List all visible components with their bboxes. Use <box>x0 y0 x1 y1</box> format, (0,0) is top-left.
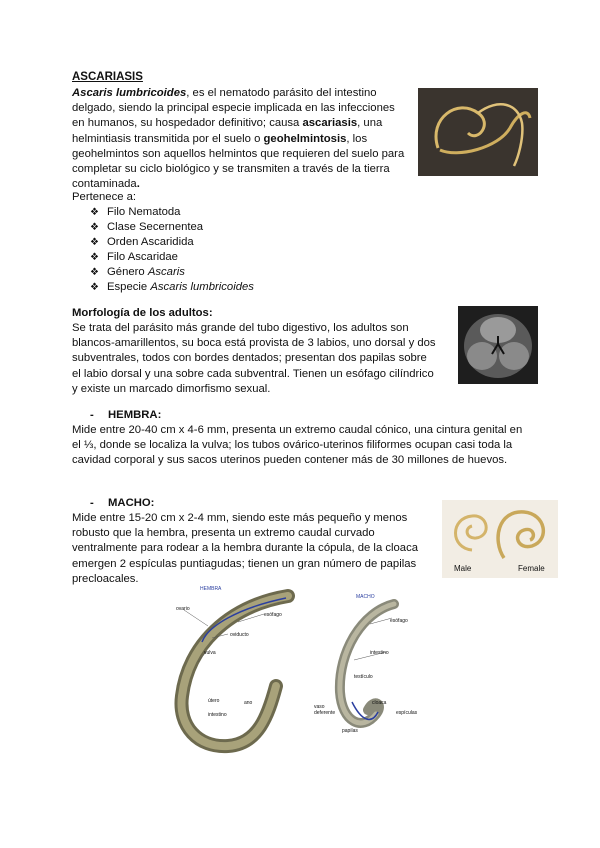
diagram-label: vulva <box>204 650 216 656</box>
morfologia-heading: Morfología de los adultos: <box>72 307 213 319</box>
diamond-bullet-icon: ❖ <box>90 237 99 248</box>
intro-text-2: , una helmintiasis transmitida por el suelo o <box>72 117 383 145</box>
macho-heading-text: MACHO: <box>108 497 155 509</box>
hembra-heading-text: HEMBRA: <box>108 409 162 421</box>
taxonomy-label: Orden Ascaridida <box>107 236 194 248</box>
intro-paragraph <box>72 86 410 192</box>
diagram-label: vaso deferente <box>314 704 336 716</box>
taxonomy-label: Filo Nematoda <box>107 206 181 218</box>
taxonomy-italic: Ascaris lumbricoides <box>150 281 254 293</box>
male-diagram <box>312 592 420 742</box>
macho-paragraph: Mide entre 15-20 cm x 2-4 mm, siendo este más pequeño y menos robusto que la hembra, presenta un extremo caudal curvado ventralmente para rodear a la hembra durante la cópula, de la cloaca emergen 2 espículas puntiagudas; tienen un gran número de papilas precloacales. <box>72 512 419 585</box>
intro-bold-ascariasis: ascariasis <box>302 117 358 130</box>
diagram-title: MACHO <box>356 594 375 600</box>
pertenece-label: Pertenece a: <box>72 191 137 203</box>
photo-label-female: Female <box>518 564 545 573</box>
diamond-bullet-icon: ❖ <box>90 267 99 278</box>
taxonomy-label: Filo Ascaridae <box>107 251 178 263</box>
diagram-label: ovario <box>176 606 190 612</box>
diagram-label: oviducto <box>230 632 249 638</box>
photo-label-male: Male <box>454 564 472 573</box>
female-diagram <box>168 586 308 754</box>
list-item <box>90 235 254 250</box>
taxonomy-italic: Ascaris <box>147 266 185 278</box>
worm-photo <box>418 88 538 176</box>
male-female-drawing <box>442 500 558 566</box>
hembra-heading <box>90 408 161 423</box>
worm-photo-drawing <box>418 88 538 176</box>
diagram-label: cloaca <box>372 700 387 706</box>
morfologia-paragraph: Se trata del parásito más grande del tubo digestivo, los adultos son blancos-amarillentos, su boca está provista de 3 labios, uno dorsal y dos subventrales, todos con bordes dentados; presentan dos papilas sobre el labio dorsal y una sobre cada subventral. Tienen un esófago cilíndrico y existe un marcado dimorfismo sexual. <box>72 322 436 395</box>
intro-period: . <box>136 178 140 191</box>
diagram-label: intestino <box>208 712 227 718</box>
intro-bold-geohelmintosis: geohelmintosis <box>263 132 347 145</box>
sem-mouth-drawing <box>458 306 538 384</box>
male-female-photo <box>442 500 558 578</box>
taxonomy-label: Especie <box>107 281 151 293</box>
hembra-paragraph: Mide entre 20-40 cm x 4-6 mm, presenta un extremo caudal cónico, una cintura genital en el ⅓, donde se localiza la vulva; los tubos ovárico-uterinos filiformes ocupan casi toda la cavidad corporal y sus sacos uterinos pueden contener más de 30 millones de huevos. <box>72 424 523 467</box>
list-item <box>90 205 254 220</box>
taxonomy-label: Clase Secernentea <box>107 221 204 233</box>
diagram-label: papilas <box>342 728 358 734</box>
diamond-bullet-icon: ❖ <box>90 282 99 293</box>
diagram-label: intestino <box>370 650 389 656</box>
diamond-bullet-icon: ❖ <box>90 252 99 263</box>
list-item <box>90 265 254 280</box>
taxonomy-label: Género <box>107 266 148 278</box>
male-diagram-drawing <box>312 592 420 742</box>
list-item <box>90 280 254 295</box>
diagram-label: testículo <box>354 674 373 680</box>
page-title: ASCARIASIS <box>72 71 143 83</box>
intro-text-1: , es el nematodo parásito del intestino delgado, siendo la principal especie implicada en las infecciones en humanos, su hospedador definitivo; causa <box>72 87 395 130</box>
diagram-label: esófago <box>264 612 282 618</box>
species-name: Ascaris lumbricoides <box>72 87 187 99</box>
diagram-label: útero <box>208 698 220 704</box>
sem-mouth-photo <box>458 306 538 384</box>
taxonomy-list <box>90 205 254 295</box>
list-item <box>90 220 254 235</box>
dash-marker: - <box>90 497 94 509</box>
macho-heading <box>90 496 154 511</box>
diagram-label: esófago <box>390 618 408 624</box>
diagram-label: espículas <box>396 710 418 716</box>
intro-text-3: , los geohelmintos son aquellos helmintos que requieren del suelo para completar su ciclo biológico y se transmiten a través de la tierra contaminada <box>72 132 405 191</box>
diagram-label: ano <box>244 700 253 706</box>
diamond-bullet-icon: ❖ <box>90 222 99 233</box>
diamond-bullet-icon: ❖ <box>90 207 99 218</box>
list-item <box>90 250 254 265</box>
dash-marker: - <box>90 409 94 421</box>
diagram-title: HEMBRA <box>200 586 222 592</box>
